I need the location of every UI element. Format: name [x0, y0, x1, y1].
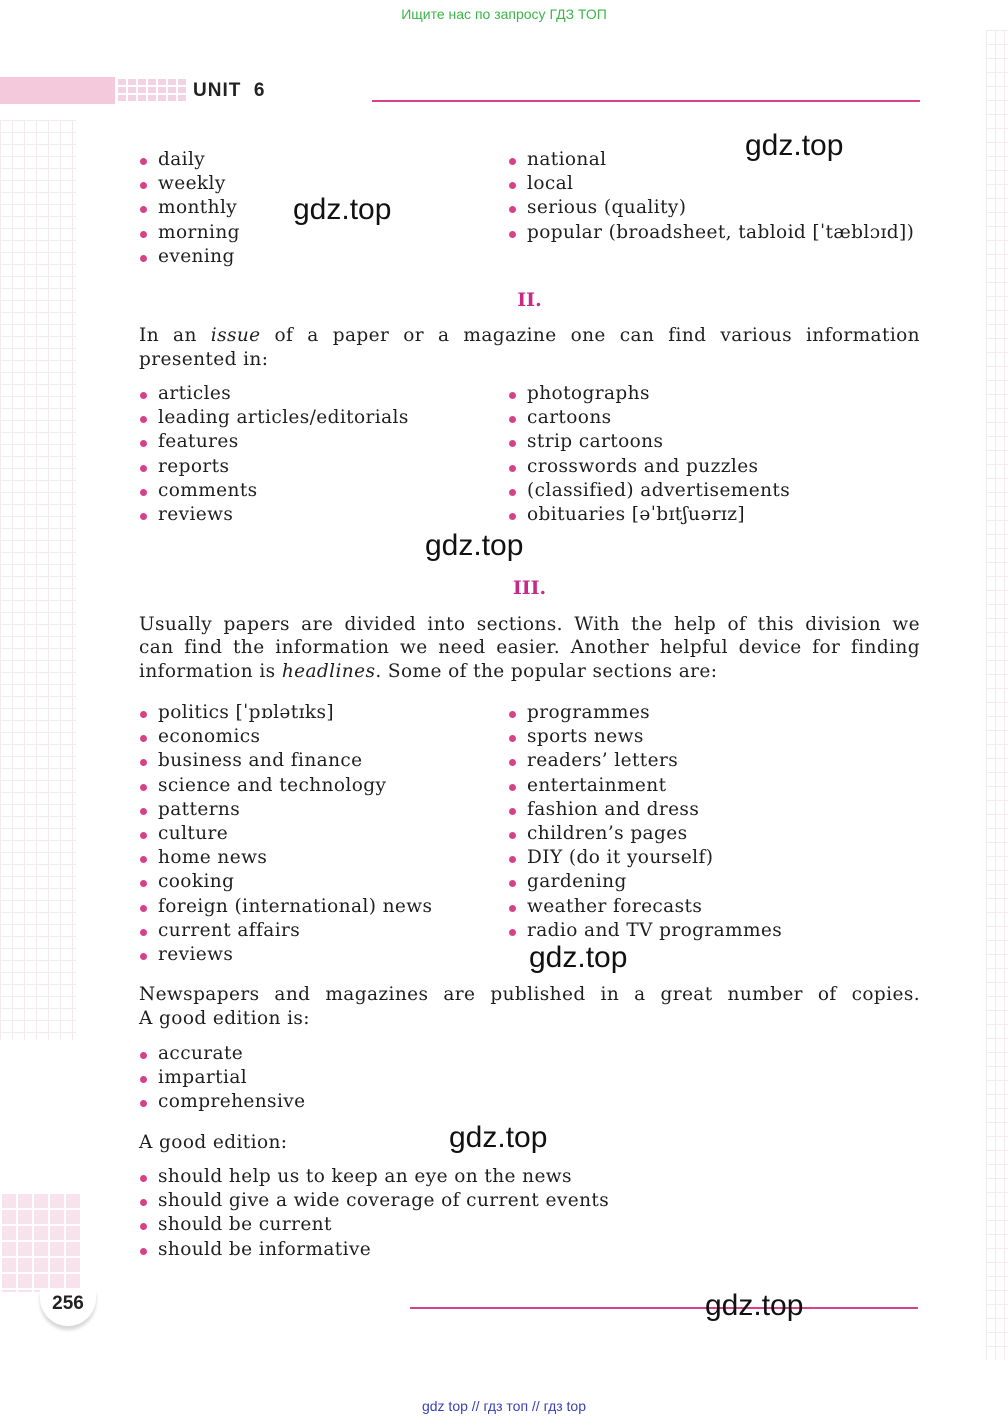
list-item: should be informative [139, 1238, 609, 1262]
list-item: cooking [139, 870, 432, 894]
list-item: popular (broadsheet, tabloid [ˈtæblɔɪd]) [508, 221, 914, 245]
list-item: reviews [139, 503, 409, 527]
list-item: gardening [508, 870, 782, 894]
list-item: children’s pages [508, 822, 782, 846]
unit-label: UNIT [193, 80, 242, 101]
list-item: accurate [139, 1042, 305, 1066]
list-item: evening [139, 245, 240, 269]
list-item: monthly [139, 196, 240, 220]
list-item: should give a wide coverage of current events [139, 1189, 609, 1213]
list-item: reviews [139, 943, 432, 967]
header-pink-bar [0, 77, 115, 104]
sections-list-right [508, 701, 782, 943]
section-numeral-3: III. [512, 577, 547, 599]
list-item: local [508, 172, 914, 196]
list-item: entertainment [508, 774, 782, 798]
section3-intro-line2: can find the information we need easier. Another helpful device for finding [139, 637, 920, 658]
list-item: features [139, 430, 409, 454]
list-item: politics [ˈpɒlətɪks] [139, 701, 432, 725]
watermark: gdz.top [425, 529, 524, 562]
header-square-pattern [118, 79, 186, 101]
list-item: business and finance [139, 749, 432, 773]
right-grid-decoration [986, 30, 1008, 1360]
unit-heading [193, 80, 265, 102]
list-item: serious (quality) [508, 196, 914, 220]
top-banner: Ищите нас по запросу ГДЗ ТОП [401, 6, 607, 22]
list-item: patterns [139, 798, 432, 822]
section2-intro-line2: presented in: [139, 349, 269, 370]
edition-duties-list [139, 1165, 609, 1262]
sections-list-left [139, 701, 432, 967]
edition-intro-2: A good edition: [139, 1132, 288, 1153]
section2-intro-line1: In an issue of a paper or a magazine one can find various information [139, 325, 920, 346]
list-item: current affairs [139, 919, 432, 943]
list-item: impartial [139, 1066, 305, 1090]
list-item: reports [139, 455, 409, 479]
list-item: strip cartoons [508, 430, 790, 454]
scope-list [508, 148, 914, 245]
section3-intro-line1: Usually papers are divided into sections. With the help of this division we [139, 614, 920, 635]
section-numeral-2: II. [517, 289, 542, 311]
list-item: photographs [508, 382, 790, 406]
list-item: radio and TV programmes [508, 919, 782, 943]
list-item: should be current [139, 1213, 609, 1237]
section3-intro-line3: information is headlines. Some of the popular sections are: [139, 661, 718, 682]
list-item: daily [139, 148, 240, 172]
list-item: national [508, 148, 914, 172]
content-types-list-left [139, 382, 409, 527]
unit-number: 6 [253, 80, 266, 101]
list-item: fashion and dress [508, 798, 782, 822]
edition-qualities-list [139, 1042, 305, 1115]
left-grid-decoration [0, 120, 76, 1040]
list-item: crosswords and puzzles [508, 455, 790, 479]
list-item: sports news [508, 725, 782, 749]
bottom-banner: gdz top // гдз топ // гдз top [421, 1398, 587, 1414]
watermark: gdz.top [745, 129, 844, 162]
frequency-list [139, 148, 240, 269]
content-types-list-right [508, 382, 790, 527]
edition-intro-line2: A good edition is: [139, 1008, 310, 1029]
page-number: 256 [40, 1290, 96, 1326]
list-item: should help us to keep an eye on the news [139, 1165, 609, 1189]
list-item: economics [139, 725, 432, 749]
list-item: comments [139, 479, 409, 503]
watermark: gdz.top [293, 193, 392, 226]
watermark: gdz.top [449, 1121, 548, 1154]
list-item: comprehensive [139, 1090, 305, 1114]
list-item: foreign (international) news [139, 895, 432, 919]
list-item: culture [139, 822, 432, 846]
header-rule [372, 100, 920, 102]
list-item: articles [139, 382, 409, 406]
list-item: (classified) advertisements [508, 479, 790, 503]
edition-intro-line1: Newspapers and magazines are published in a great number of copies. [139, 984, 920, 1005]
list-item: DIY (do it yourself) [508, 846, 782, 870]
list-item: weather forecasts [508, 895, 782, 919]
watermark: gdz.top [529, 941, 628, 974]
list-item: programmes [508, 701, 782, 725]
list-item: science and technology [139, 774, 432, 798]
list-item: leading articles/editorials [139, 406, 409, 430]
list-item: home news [139, 846, 432, 870]
list-item: weekly [139, 172, 240, 196]
list-item: morning [139, 221, 240, 245]
watermark: gdz.top [705, 1289, 804, 1322]
list-item: obituaries [əˈbɪtʃuərɪz] [508, 503, 790, 527]
list-item: cartoons [508, 406, 790, 430]
bottom-left-grid-decoration [0, 1192, 80, 1292]
list-item: readers’ letters [508, 749, 782, 773]
footer-rule [410, 1307, 918, 1309]
